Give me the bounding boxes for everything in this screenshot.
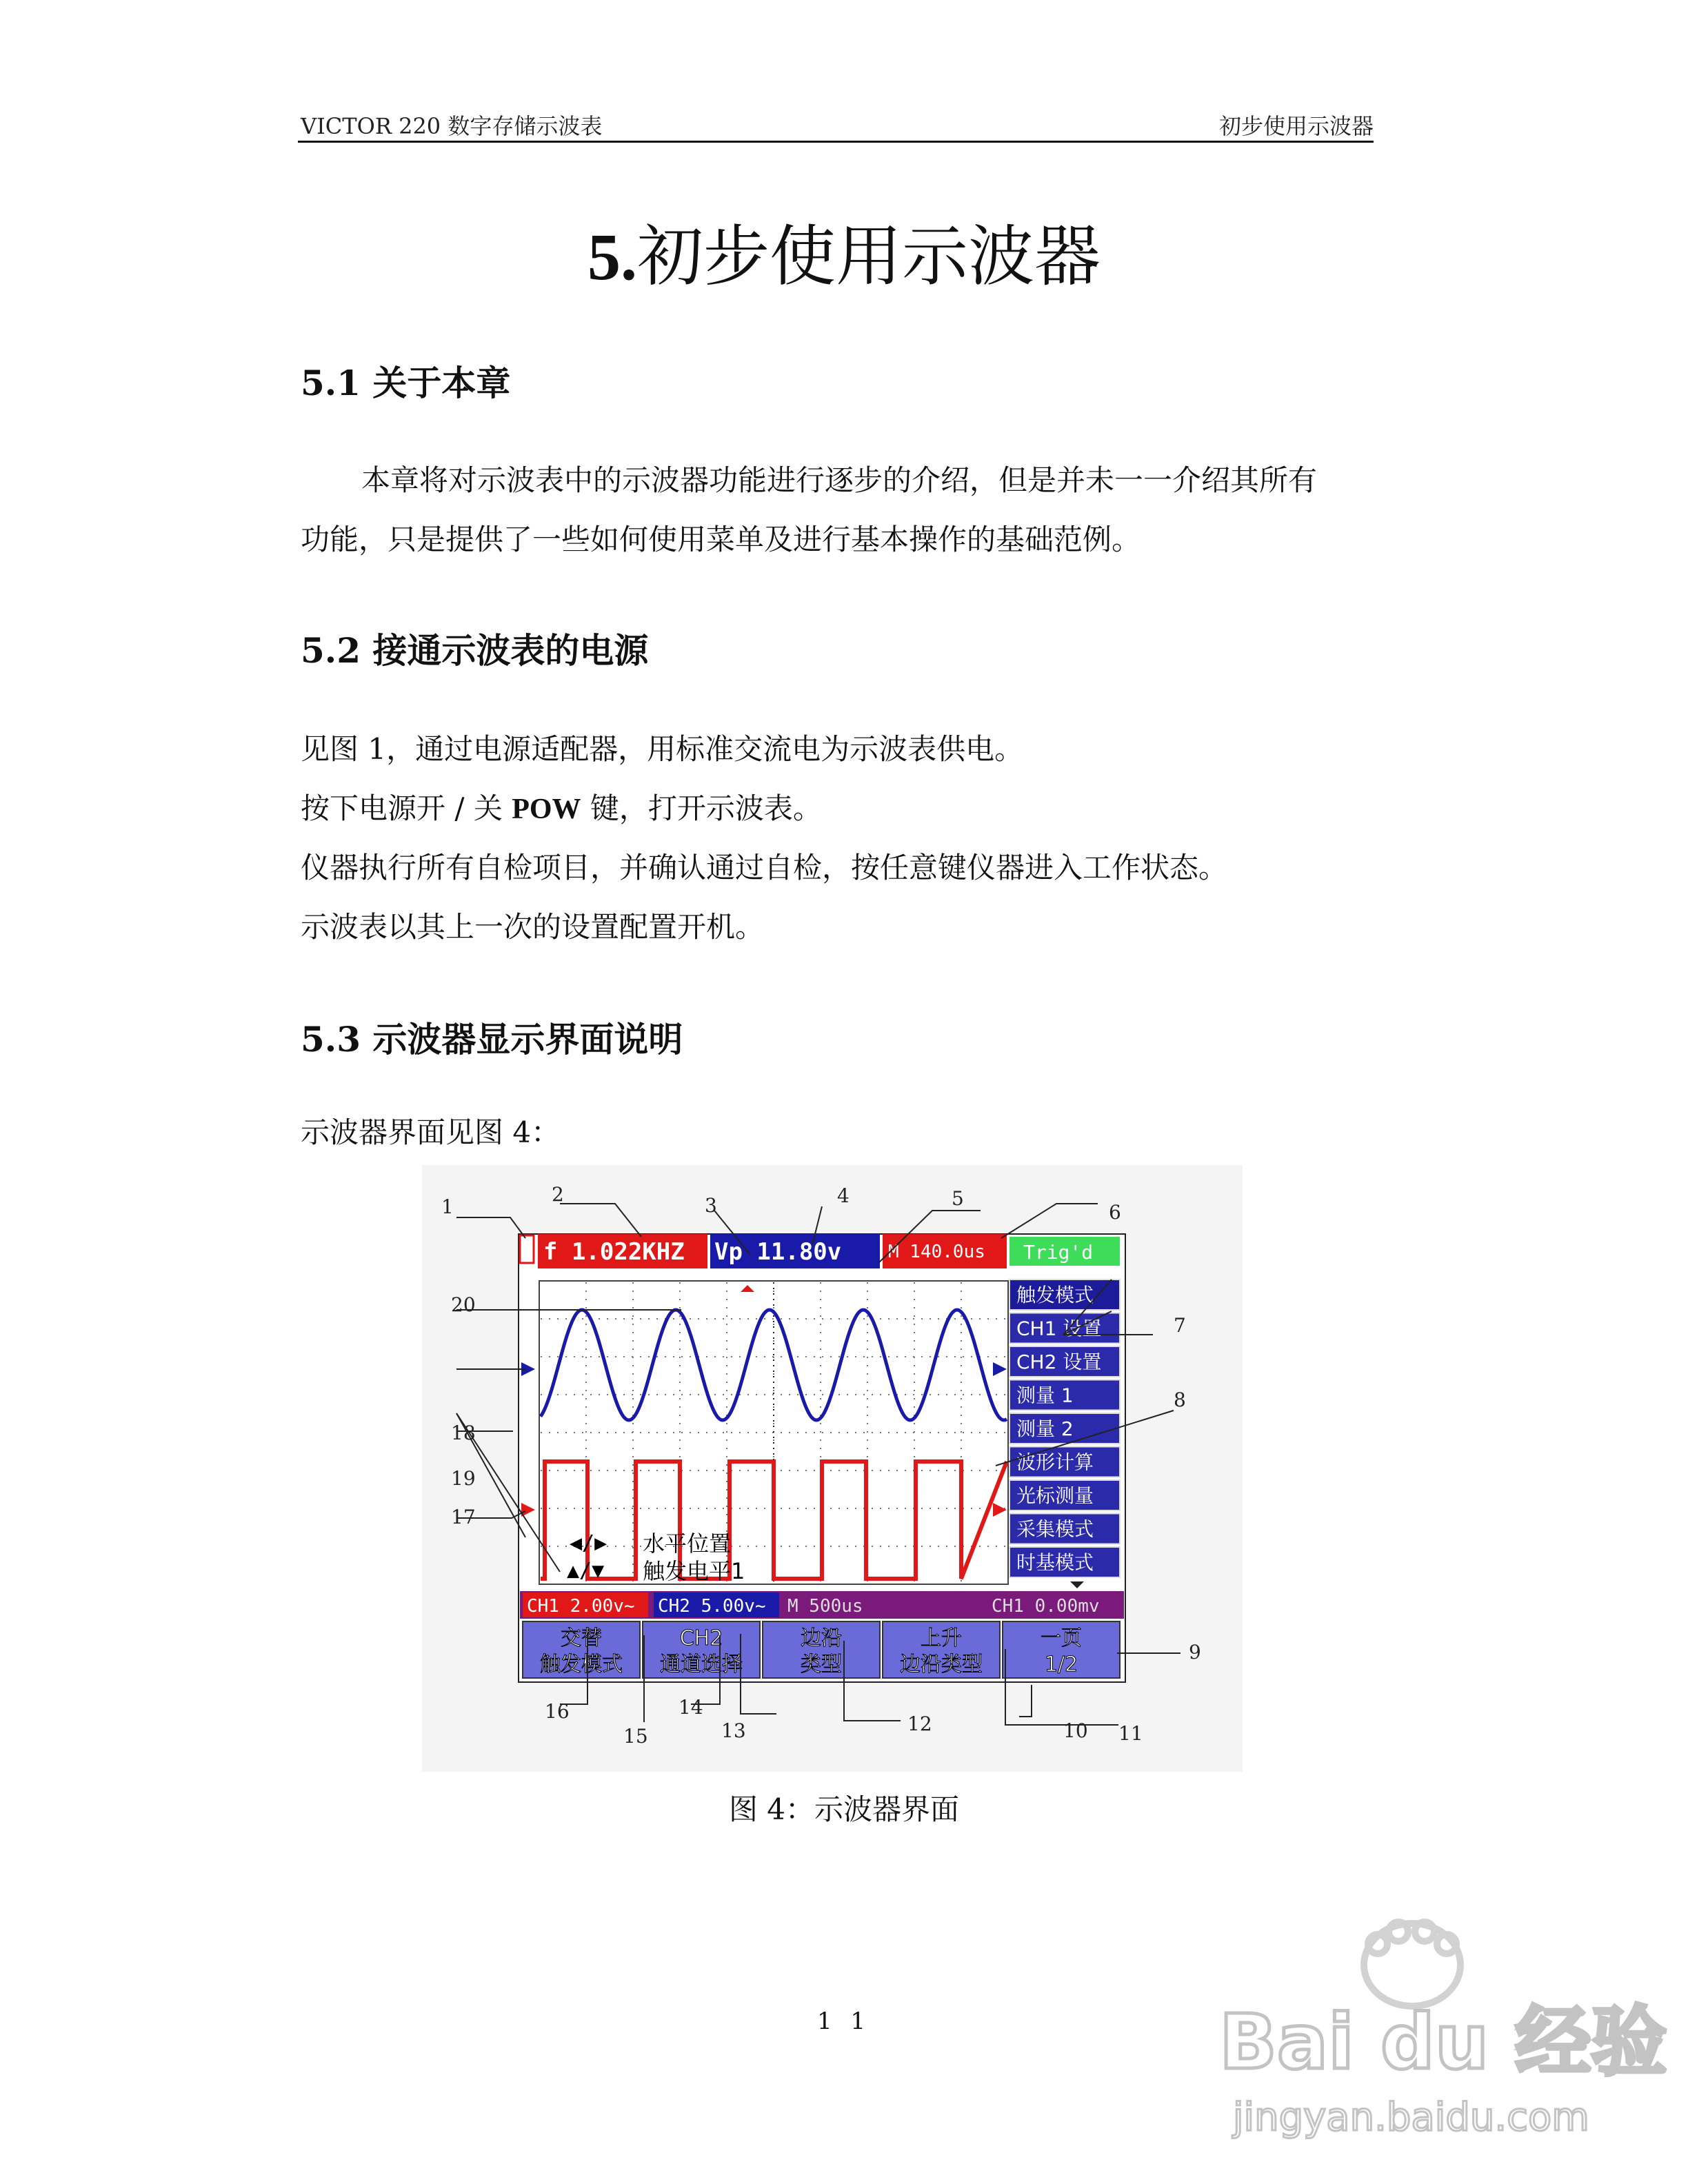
callout-number: 11 [1118, 1722, 1143, 1745]
callout-number: 5 [952, 1187, 964, 1210]
callout-number: 6 [1109, 1201, 1121, 1224]
callout-number: 14 [679, 1696, 703, 1719]
menu-item-label: CH2 设置 [1016, 1351, 1102, 1373]
callout-number: 15 [623, 1725, 648, 1748]
callout-number: 13 [721, 1719, 746, 1742]
baidu-watermark-logo [1205, 1917, 1667, 2151]
oscilloscope-screen-figure [422, 1165, 1243, 1772]
section-heading-5-3: 5.3 示波器显示界面说明 [301, 1019, 683, 1060]
softkey-bottom-label: 类型 [801, 1652, 842, 1677]
callout-number: 18 [451, 1422, 476, 1444]
menu-item-label: 波形计算 [1016, 1450, 1094, 1474]
callout-number: 7 [1174, 1314, 1186, 1337]
softkey-bottom-label: 通道选择 [660, 1652, 743, 1677]
battery-icon [520, 1235, 534, 1263]
title-text: 初步使用示波器 [637, 218, 1101, 295]
trigger-level-hint: 触发电平1 [643, 1558, 745, 1584]
softkey-top-label: CH2 [679, 1626, 723, 1650]
horizontal-position-hint: 水平位置 [643, 1530, 732, 1557]
power-line-2-c: 键，打开示波表。 [581, 791, 822, 825]
section-heading-5-2: 5.2 接通示波表的电源 [301, 630, 649, 671]
menu-item-label: 测量 2 [1016, 1417, 1074, 1440]
menu-item-label: CH1 设置 [1016, 1317, 1102, 1340]
arrow-up-down-icon: ▲/▼ [567, 1559, 605, 1583]
header-doc-title: VICTOR 220 数字存储示波表 [301, 113, 603, 139]
header-chapter-title: 初步使用示波器 [1218, 113, 1374, 139]
callout-number: 19 [451, 1467, 476, 1490]
softkey-row [523, 1621, 1120, 1678]
softkey-top-label: 上升 [921, 1626, 962, 1650]
callout-number: 20 [451, 1293, 476, 1316]
menu-item-label: 时基模式 [1016, 1551, 1094, 1574]
para-line-1: 本章将对示波表中的示波器功能进行逐步的介绍，但是并未一一介绍其所有 [361, 463, 1318, 497]
menu-item-label: 触发模式 [1016, 1284, 1094, 1306]
arrow-left-right-icon: ◀/▶ [570, 1531, 607, 1555]
softkey-top-label: 一页 [1041, 1626, 1082, 1650]
frequency-text: f 1.022KHZ [543, 1238, 685, 1266]
side-menu [1009, 1280, 1120, 1577]
callout-number: 10 [1063, 1719, 1088, 1742]
svg-text:jingyan.baidu.com: jingyan.baidu.com [1233, 2095, 1589, 2140]
ch1-scale-text: CH1 2.00v~ [527, 1596, 635, 1617]
trigger-source-text: CH1 0.00mv [992, 1596, 1100, 1617]
svg-text:Bai du 经验: Bai du 经验 [1219, 1998, 1667, 2086]
pow-key-label: POW [512, 793, 581, 825]
menu-item-label: 光标测量 [1016, 1484, 1094, 1507]
power-line-3: 仪器执行所有自检项目，并确认通过自检，按任意键仪器进入工作状态。 [301, 851, 1228, 884]
softkey-top-label: 交替 [561, 1626, 602, 1650]
figure-caption: 图 4：示波器界面 [728, 1792, 960, 1826]
callout-number: 4 [837, 1184, 850, 1207]
softkey-top-label: 边沿 [801, 1626, 842, 1650]
callout-number: 9 [1189, 1641, 1201, 1664]
page-title [0, 204, 1688, 299]
callout-number: 12 [907, 1712, 932, 1735]
power-line-4: 示波表以其上一次的设置配置开机。 [301, 910, 765, 944]
figure-intro-text: 示波器界面见图 4： [301, 1115, 561, 1149]
timebase-text: M 500us [787, 1596, 863, 1617]
section-heading-5-1: 5.1 关于本章 [301, 363, 511, 403]
power-line-1: 见图 1，通过电源适配器，用标准交流电为示波表供电。 [301, 732, 1024, 766]
section-5-1-paragraph [301, 451, 1376, 510]
header-rule [298, 141, 1374, 143]
callout-number: 17 [451, 1506, 476, 1528]
vp-text: Vp 11.80v [714, 1238, 842, 1266]
power-line-2 [301, 779, 822, 839]
callout-number: 3 [705, 1194, 717, 1217]
softkey-bottom-label: 1/2 [1044, 1652, 1078, 1677]
menu-item-label: 测量 1 [1016, 1384, 1074, 1407]
callout-number: 2 [552, 1183, 564, 1206]
power-line-2-a: 按下电源开 / 关 [301, 791, 512, 825]
section-5-1-paragraph-line-2: 功能，只是提供了一些如何使用菜单及进行基本操作的基础范例。 [301, 523, 1141, 556]
callout-number: 16 [545, 1700, 570, 1723]
callout-number: 8 [1174, 1388, 1186, 1411]
time-text: M 140.0us [888, 1242, 985, 1262]
page-number: 1 1 [816, 2008, 872, 2035]
trigger-status-text: Trig'd [1023, 1241, 1094, 1264]
softkey-bottom-label: 触发模式 [540, 1652, 623, 1677]
ch2-scale-text: CH2 5.00v~ [658, 1596, 766, 1617]
menu-item-label: 采集模式 [1016, 1517, 1094, 1541]
softkey-bottom-label: 边沿类型 [900, 1652, 983, 1677]
title-number: 5. [587, 220, 637, 294]
callout-number: 1 [441, 1195, 454, 1218]
